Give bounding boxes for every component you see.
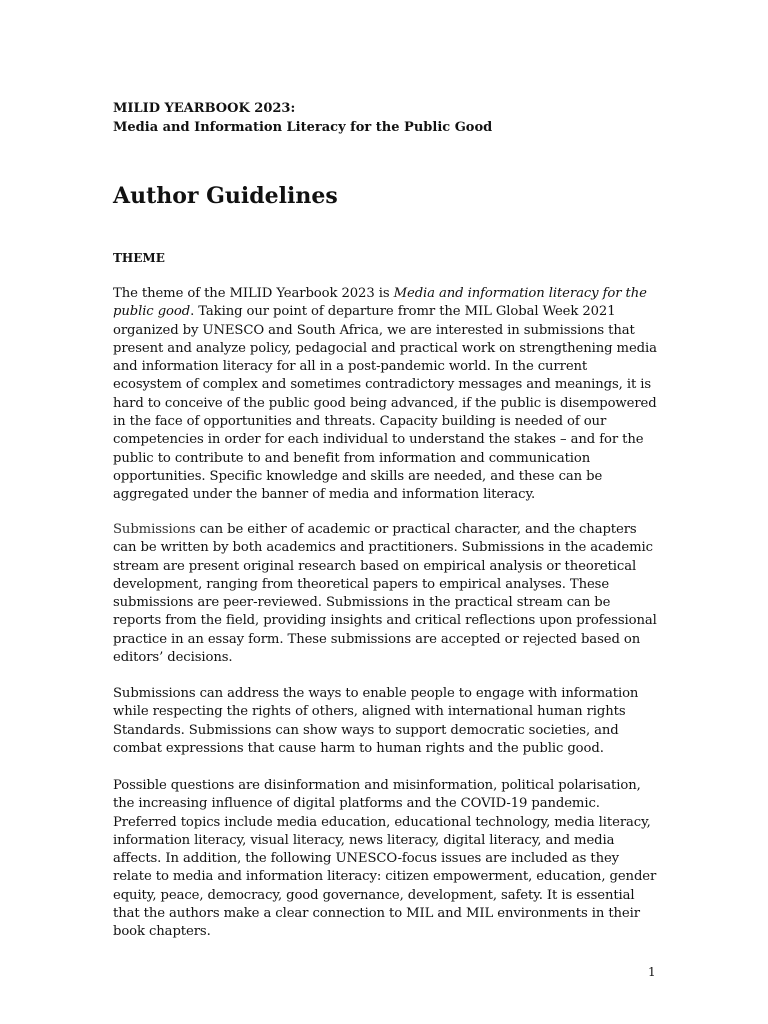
theme-emphasis: Media and information literacy for the public good — [113, 286, 647, 320]
paragraph-theme-intro-rest: . Taking our point of departure fromr the MIL Global Week 2021 organized by UNESCO and South Africa, we are interested in submissions that present and analyze policy, pedagocial and practical work on strengthening media and information literacy for all in a post-pandemic world. In the current ecosystem of complex and sometimes contradictory messages and meanings, it is hard to conceive of the public good being advanced, if the public is disempowered in the face of opportunities and threats. Capacity building is needed of our competencies in order for each individual to understand the stakes – and for the public to contribute to and benefit from information and communication opportunities. Specific knowledge and skills are needed, and these can be aggregated under the banner of media and information literacy. — [113, 304, 657, 503]
paragraph-theme-intro-start: The theme of the MILID Yearbook 2023 is — [113, 286, 394, 301]
section-heading-theme: THEME — [113, 251, 165, 265]
paragraph-submissions-scope: Submissions can address the ways to enable people to engage with information while respecting the rights of others, aligned with international human rights Standards. Submissions can show ways to support democratic societies, and combat expressions that cause harm to human rights and the public good. — [113, 686, 639, 756]
paragraph-submissions-types-rest: can be either of academic or practical character, and the chapters can be written by both academics and practitioners. Submissions in the academic stream are present original research based on empirical analysis or theoretical development, ranging from theoretical papers to empirical analyses. These submissions are peer-reviewed. Submissions in the practical stream can be reports from the field, providing insights and critical reflections upon professional practice in an essay form. These submissions are accepted or rejected based on editors’ decisions. — [113, 522, 657, 666]
paragraph-possible-questions: Possible questions are disinformation and misinformation, political polarisation, the increasing influence of digital platforms and the COVID-19 pandemic. Preferred topics include media education, educational technology, media literacy, information literacy, visual literacy, news literacy, digital literacy, and media affects. In addition, the following UNESCO-focus issues are included as they relate to media and information literacy: citizen empowerment, education, gender equity, peace, democracy, good governance, development, safety. It is essential that the authors make a clear connection to MIL and MIL environments in their book chapters. — [113, 778, 657, 940]
page-number: 1 — [648, 965, 656, 979]
yearbook-header — [113, 99, 673, 137]
paragraph-submissions-types — [113, 521, 658, 667]
page-title: Author Guidelines — [113, 183, 338, 209]
paragraph-theme-intro — [113, 285, 658, 505]
submissions-keyword: Submissions — [113, 522, 196, 537]
yearbook-header-line2: Media and Information Literacy for the Public Good — [113, 120, 493, 135]
yearbook-header-line1: MILID YEARBOOK 2023: — [113, 101, 296, 116]
